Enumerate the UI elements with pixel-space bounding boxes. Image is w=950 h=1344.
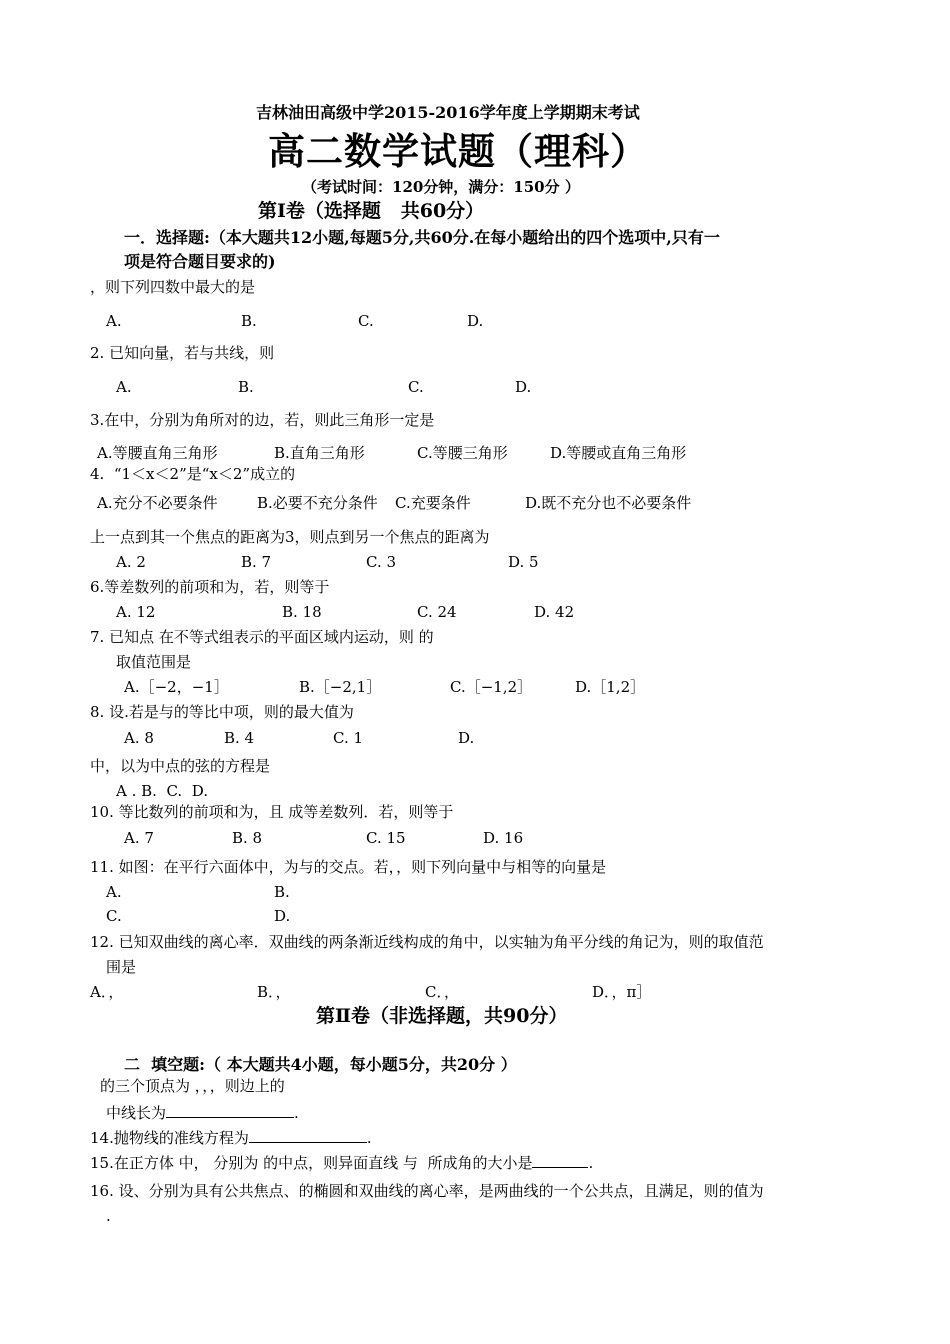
q13-stem-cont (106, 1102, 299, 1123)
q3-option-c: C.等腰三角形 (417, 444, 508, 462)
q1-option-c: C. (358, 312, 374, 330)
q7-option-c: C.［−1,2］ (450, 678, 533, 696)
q10-option-a: A. 7 (124, 829, 154, 847)
q13-prompt: 中线长为 (106, 1104, 167, 1122)
q10-option-b: B. 8 (232, 829, 263, 847)
q2-option-c: C. (408, 378, 424, 396)
q3-stem: 3.在中，分别为角所对的边，若，则此三角形一定是 (90, 411, 435, 429)
q5-option-c: C. 3 (366, 553, 397, 571)
q12-option-c: C．， (425, 983, 459, 1001)
q10-option-c: C. 15 (366, 829, 406, 847)
q16-stem: 16. 设、分别为具有公共焦点、的椭圆和双曲线的离心率，是两曲线的一个公共点，且满足，则的值为 (90, 1182, 764, 1200)
q10-option-d: D. 16 (483, 829, 524, 847)
q6-option-d: D. 42 (534, 603, 575, 621)
part2-intro: 二 填空题:（ 本大题共4小题，每小题5分，共20分 ） (124, 1055, 517, 1074)
q3-option-d: D.等腰或直角三角形 (550, 444, 687, 462)
part1-intro-line2: 项是符合题目要求的) (124, 252, 276, 271)
q2-option-a: A. (116, 378, 132, 396)
q6-stem: 6.等差数列的前项和为，若，则等于 (90, 578, 330, 596)
q7-option-d: D.［1,2］ (575, 678, 646, 696)
part1-intro-line1: 一．选择题:（本大题共12小题,每题5分,共60分.在每小题给出的四个选项中,只有一 (124, 228, 720, 247)
q11-option-b: B. (274, 883, 290, 901)
q4-stem: 4. “1＜x＜2”是“x＜2”成立的 (90, 465, 296, 483)
q8-stem: 8. 设.若是与的等比中项，则的最大值为 (90, 703, 354, 721)
q9-options: A . B. C. D. (116, 782, 208, 800)
q15-answer-blank[interactable] (532, 1152, 588, 1168)
q11-option-d: D. (274, 907, 291, 925)
q15-period: . (588, 1154, 594, 1172)
q5-option-d: D. 5 (508, 553, 539, 571)
q1-option-b: B. (241, 312, 257, 330)
q13-period: . (294, 1104, 299, 1122)
q14-stem (90, 1127, 372, 1148)
q7-stem: 7. 已知点 在不等式组表示的平面区域内运动，则 的 (90, 628, 434, 646)
q1-stem: ，则下列四数中最大的是 (90, 278, 256, 296)
q5-option-a: A. 2 (116, 553, 146, 571)
school-exam-header: 吉林油田高级中学2015-2016学年度上学期期末考试 (256, 103, 640, 122)
q5-stem: 上一点到其一个焦点的距离为3，则点到另一个焦点的距离为 (90, 528, 490, 546)
q15-stem (90, 1152, 593, 1173)
q1-option-d: D. (467, 312, 484, 330)
q3-option-a: A.等腰直角三角形 (97, 444, 218, 462)
q7-option-b: B.［−2,1］ (299, 678, 382, 696)
q12-option-a: A．， (90, 983, 124, 1001)
q12-option-b: B．， (257, 983, 291, 1001)
q8-option-c: C. 1 (333, 729, 364, 747)
q1-option-a: A. (106, 312, 122, 330)
q13-answer-blank[interactable] (166, 1102, 294, 1118)
q6-option-b: B. 18 (282, 603, 322, 621)
q12-option-d: D．，π］ (592, 983, 652, 1001)
q10-stem: 10. 等比数列的前项和为，且 成等差数列．若，则等于 (90, 803, 454, 821)
q11-option-a: A. (106, 883, 122, 901)
q8-option-d: D. (458, 729, 475, 747)
q11-option-c: C. (106, 907, 122, 925)
q7-option-a: A.［−2，−1］ (124, 678, 229, 696)
q7-stem-cont: 取值范围是 (116, 653, 192, 671)
q14-prompt: 14.抛物线的准线方程为 (90, 1129, 249, 1147)
q2-option-b: B. (238, 378, 254, 396)
q13-stem: 的三个顶点为 ，，，则边上的 (100, 1077, 285, 1095)
q5-option-b: B. 7 (241, 553, 272, 571)
q6-option-c: C. 24 (417, 603, 457, 621)
q8-option-a: A. 8 (124, 729, 154, 747)
page-title: 高二数学试题（理科） (268, 129, 648, 173)
q3-option-b: B.直角三角形 (274, 444, 365, 462)
q12-stem-cont: 围是 (106, 958, 137, 976)
q6-option-a: A. 12 (116, 603, 156, 621)
q2-stem: 2. 已知向量，若与共线，则 (90, 344, 275, 362)
part1-heading: 第Ⅰ卷（选择题 共60分） (258, 200, 485, 222)
q8-option-b: B. 4 (224, 729, 255, 747)
q4-option-a: A.充分不必要条件 (97, 494, 218, 512)
q11-stem: 11. 如图：在平行六面体中，为与的交点。若，，则下列向量中与相等的向量是 (90, 858, 607, 876)
q16-period: . (106, 1207, 111, 1225)
q14-period: . (366, 1129, 372, 1147)
q4-option-c: C.充要条件 (395, 494, 471, 512)
q4-option-d: D.既不充分也不必要条件 (525, 494, 692, 512)
part2-heading: 第Ⅱ卷（非选择题，共90分） (316, 1005, 568, 1027)
q9-stem: 中，以为中点的弦的方程是 (90, 757, 271, 775)
q2-option-d: D. (515, 378, 532, 396)
q4-option-b: B.必要不充分条件 (257, 494, 378, 512)
q14-answer-blank[interactable] (249, 1127, 367, 1143)
q12-stem: 12. 已知双曲线的离心率．双曲线的两条渐近线构成的角中，以实轴为角平分线的角记为，则的取值范 (90, 933, 764, 951)
q15-prompt: 15.在正方体 中， 分别为 的中点，则异面直线 与 所成角的大小是 (90, 1154, 533, 1172)
exam-info: （考试时间：120分钟，满分：150分 ） (302, 178, 580, 196)
